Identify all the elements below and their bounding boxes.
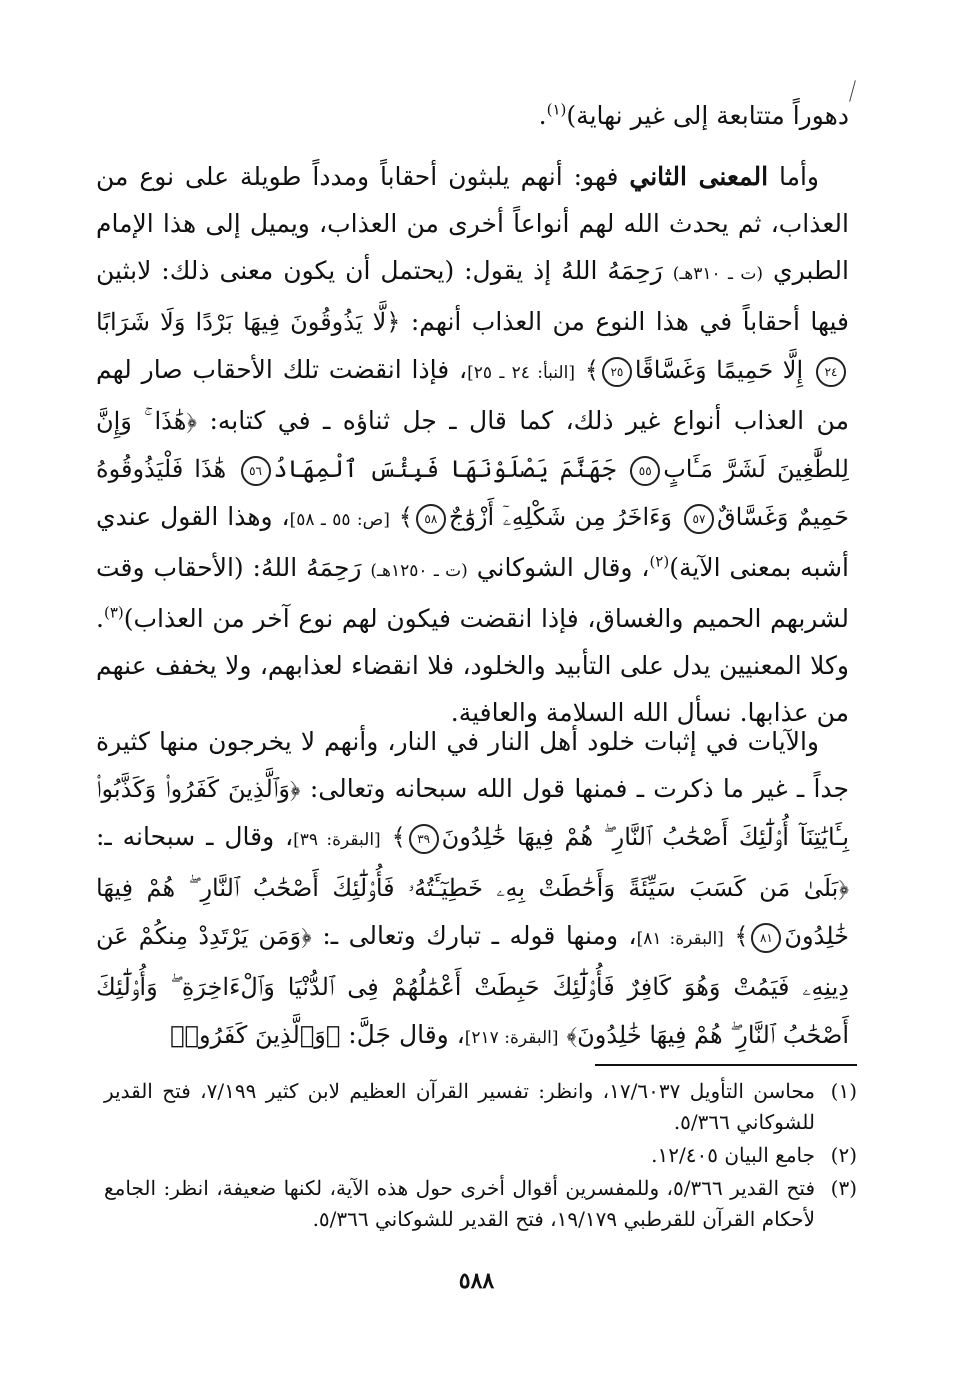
- quran-verse: ﴿هَٰذَا ۚ وَإِنَّ لِلطَّٰغِينَ لَشَرَّ مَـَٔابٍ: [96, 407, 849, 483]
- quran-verse: ﴿وَٱلَّذِينَ كَفَرُوا۟ وَكَذَّبُوا۟ بِـَٔايَٰتِنَآ أُو۟لَٰٓئِكَ أَصْحَٰبُ ٱلنَّارِ ۖ هُمْ فِيهَا خَٰلِدُونَ: [96, 775, 850, 851]
- footnote-text: فتح القدير ٥/٣٦٦، وللمفسرين أقوال أخرى حول هذه الآية، لكنها ضعيفة، انظر: الجامع لأحكام القرآن للقرطبي ١٩/١٧٩، فتح القدير للشوكاني ٥/٣٦٦.: [104, 1176, 815, 1231]
- paragraph-text: فهو: أنهم يلبثون أحقاباً ومدداً طويلة على نوع من العذاب، ثم يحدث الله لهم أنواعاً أخرى من العذاب، ويميل إلى هذا الإمام الطبري: [96, 162, 849, 285]
- ayah-marker-icon: ٣٩: [409, 824, 439, 854]
- paragraph-text: ، وقال ـ سبحانه ـ:: [96, 822, 294, 851]
- quran-verse: هَٰذَا فَلْيَذُوقُوهُ حَمِيمٌ وَغَسَّاقٌ: [96, 455, 849, 531]
- page-number: ٥٨٨: [458, 1268, 495, 1294]
- quran-verse: جَهَنَّمَ يَصْلَوْنَهَا فَبِئْسَ ٱلْمِهَادُ: [273, 455, 616, 483]
- quran-verse: ﴿لَّا يَذُوقُونَ فِيهَا بَرْدًا وَلَا شَرَابًا: [96, 308, 401, 336]
- paragraph-verses: [96, 718, 849, 1062]
- quran-verse: ﴿بَلَىٰ مَن كَسَبَ سَيِّئَةً وَأَحَٰطَتْ بِهِۦ خَطِيٓـَٔتُهُۥ فَأُو۟لَٰٓئِكَ أَصْحَٰبُ ٱلنَّارِ ۖ هُمْ فِيهَا خَٰلِدُونَ: [96, 874, 849, 950]
- footnote-number: (٢): [830, 1143, 857, 1167]
- footnotes: [104, 1076, 857, 1237]
- paragraph-text: وأما: [778, 162, 819, 191]
- footnote-ref[interactable]: (١): [546, 100, 567, 119]
- quran-bracket: ﴾: [391, 823, 406, 851]
- ayah-marker-icon: ٥٥: [630, 456, 660, 486]
- verse-citation: [البقرة: ٨١]: [636, 929, 724, 949]
- quran-verse: ﴿وَمَن يَرْتَدِدْ مِنكُمْ عَن دِينِهِۦ فَيَمُتْ وَهُوَ كَافِرٌ فَأُو۟لَٰٓئِكَ حَبِطَتْ أَعْمَٰلُهُمْ فِى ٱلدُّنْيَا وَٱلْءَاخِرَةِ ۖ وَأُو۟لَٰٓئِكَ أَصْحَٰبُ ٱلنَّارِ ۖ هُمْ فِيهَا خَٰلِدُونَ﴾: [96, 922, 849, 1049]
- footnote-item: [104, 1140, 857, 1171]
- footnote-number: (٣): [830, 1176, 857, 1200]
- bold-term: المعنى الثاني: [629, 162, 769, 191]
- quran-verse: إِلَّا حَمِيمًا وَغَسَّاقًا: [634, 356, 804, 384]
- verse-citation: [البقرة: ٢١٧]: [464, 1028, 559, 1048]
- paragraph-text: والآيات في إثبات خلود أهل النار في النار، وأنهم لا يخرجون منها كثيرة جداً ـ غير ما ذكرت ـ فمنها قول الله سبحانه وتعالى:: [96, 727, 849, 803]
- footnote-text: جامع البيان ١٢/٤٠٥.: [651, 1143, 815, 1167]
- ayah-marker-icon: ٨١: [751, 923, 781, 953]
- verse-citation: [البقرة: ٣٩]: [293, 830, 381, 850]
- death-date: (ت ـ ١٢٥٠هـ): [370, 561, 468, 581]
- ayah-marker-icon: ٥٨: [416, 504, 446, 534]
- quran-bracket: ﴾: [584, 356, 599, 384]
- paragraph-text: ، وقال جَلَّ:: [340, 1020, 465, 1049]
- footnote-ref[interactable]: (٢): [649, 552, 670, 571]
- paragraph-text: ، فإذا انقضت تلك الأحقاب صار لهم من العذاب أنواع غير ذلك، كما قال ـ جل ثناؤه ـ في كتابه:: [96, 355, 849, 435]
- verse-citation: [ص: ٥٥ ـ ٥٨]: [289, 510, 390, 530]
- footnote-ref[interactable]: (٣): [103, 603, 124, 622]
- ayah-marker-icon: ٢٤: [816, 357, 846, 387]
- paragraph-text: دهوراً متتابعة إلى غير نهاية): [566, 101, 849, 130]
- paragraph-continuation: [96, 92, 849, 139]
- footnote-divider: [595, 1064, 857, 1066]
- paragraph-text: ، وقال الشوكاني: [476, 553, 650, 582]
- quran-verse: وَءَاخَرُ مِن شَكْلِهِۦٓ أَزْوَٰجٌ: [448, 503, 673, 531]
- pen-mark: [849, 80, 856, 102]
- ayah-marker-icon: ٥٦: [241, 456, 271, 486]
- paragraph-text: . وكلا المعنيين يدل على التأبيد والخلود، فلا انقضاء لعذابهم، ولا يخفف عنهم من عذابها. نسأل الله السلامة والعافية.: [96, 604, 849, 727]
- paragraph-text: رَحِمَهُ اللهُ إذ يقول: (يحتمل أن يكون معنى ذلك: لابثين فيها أحقاباً في هذا النوع من العذاب أنهم:: [96, 256, 849, 336]
- footnote-text: محاسن التأويل ١٧/٦٠٣٧، وانظر: تفسير القرآن العظيم لابن كثير ٧/١٩٩، فتح القدير للشوكاني ٥/٣٦٦.: [104, 1079, 815, 1134]
- ayah-marker-icon: ٢٥: [602, 357, 632, 387]
- paragraph-text: ، وهذا القول عندي أشبه بمعنى الآية): [96, 502, 849, 582]
- footnote-item: [104, 1076, 857, 1138]
- footnote-number: (١): [830, 1079, 857, 1103]
- paragraph-text: رَحِمَهُ اللهُ: (الأحقاب وقت لشربهم الحميم والغساق، فإذا انقضت فيكون لهم نوع آخر من العذاب): [96, 553, 849, 633]
- verse-citation: [النبأ: ٢٤ ـ ٢٥]: [467, 363, 575, 383]
- quran-bracket: ﴾: [398, 503, 413, 531]
- footnote-item: [104, 1173, 857, 1235]
- paragraph-second-meaning: [96, 153, 849, 736]
- quran-bracket: ﴾: [734, 922, 749, 950]
- paragraph-text: ، ومنها قوله ـ تبارك وتعالى ـ:: [322, 921, 637, 950]
- ayah-marker-icon: ٥٧: [684, 504, 714, 534]
- death-date: (ت ـ ٣١٠هـ): [672, 264, 764, 284]
- quran-verse: ﴿وَٱلَّذِينَ كَفَرُوا۟: [170, 1021, 341, 1049]
- paragraph-text: .: [538, 101, 547, 130]
